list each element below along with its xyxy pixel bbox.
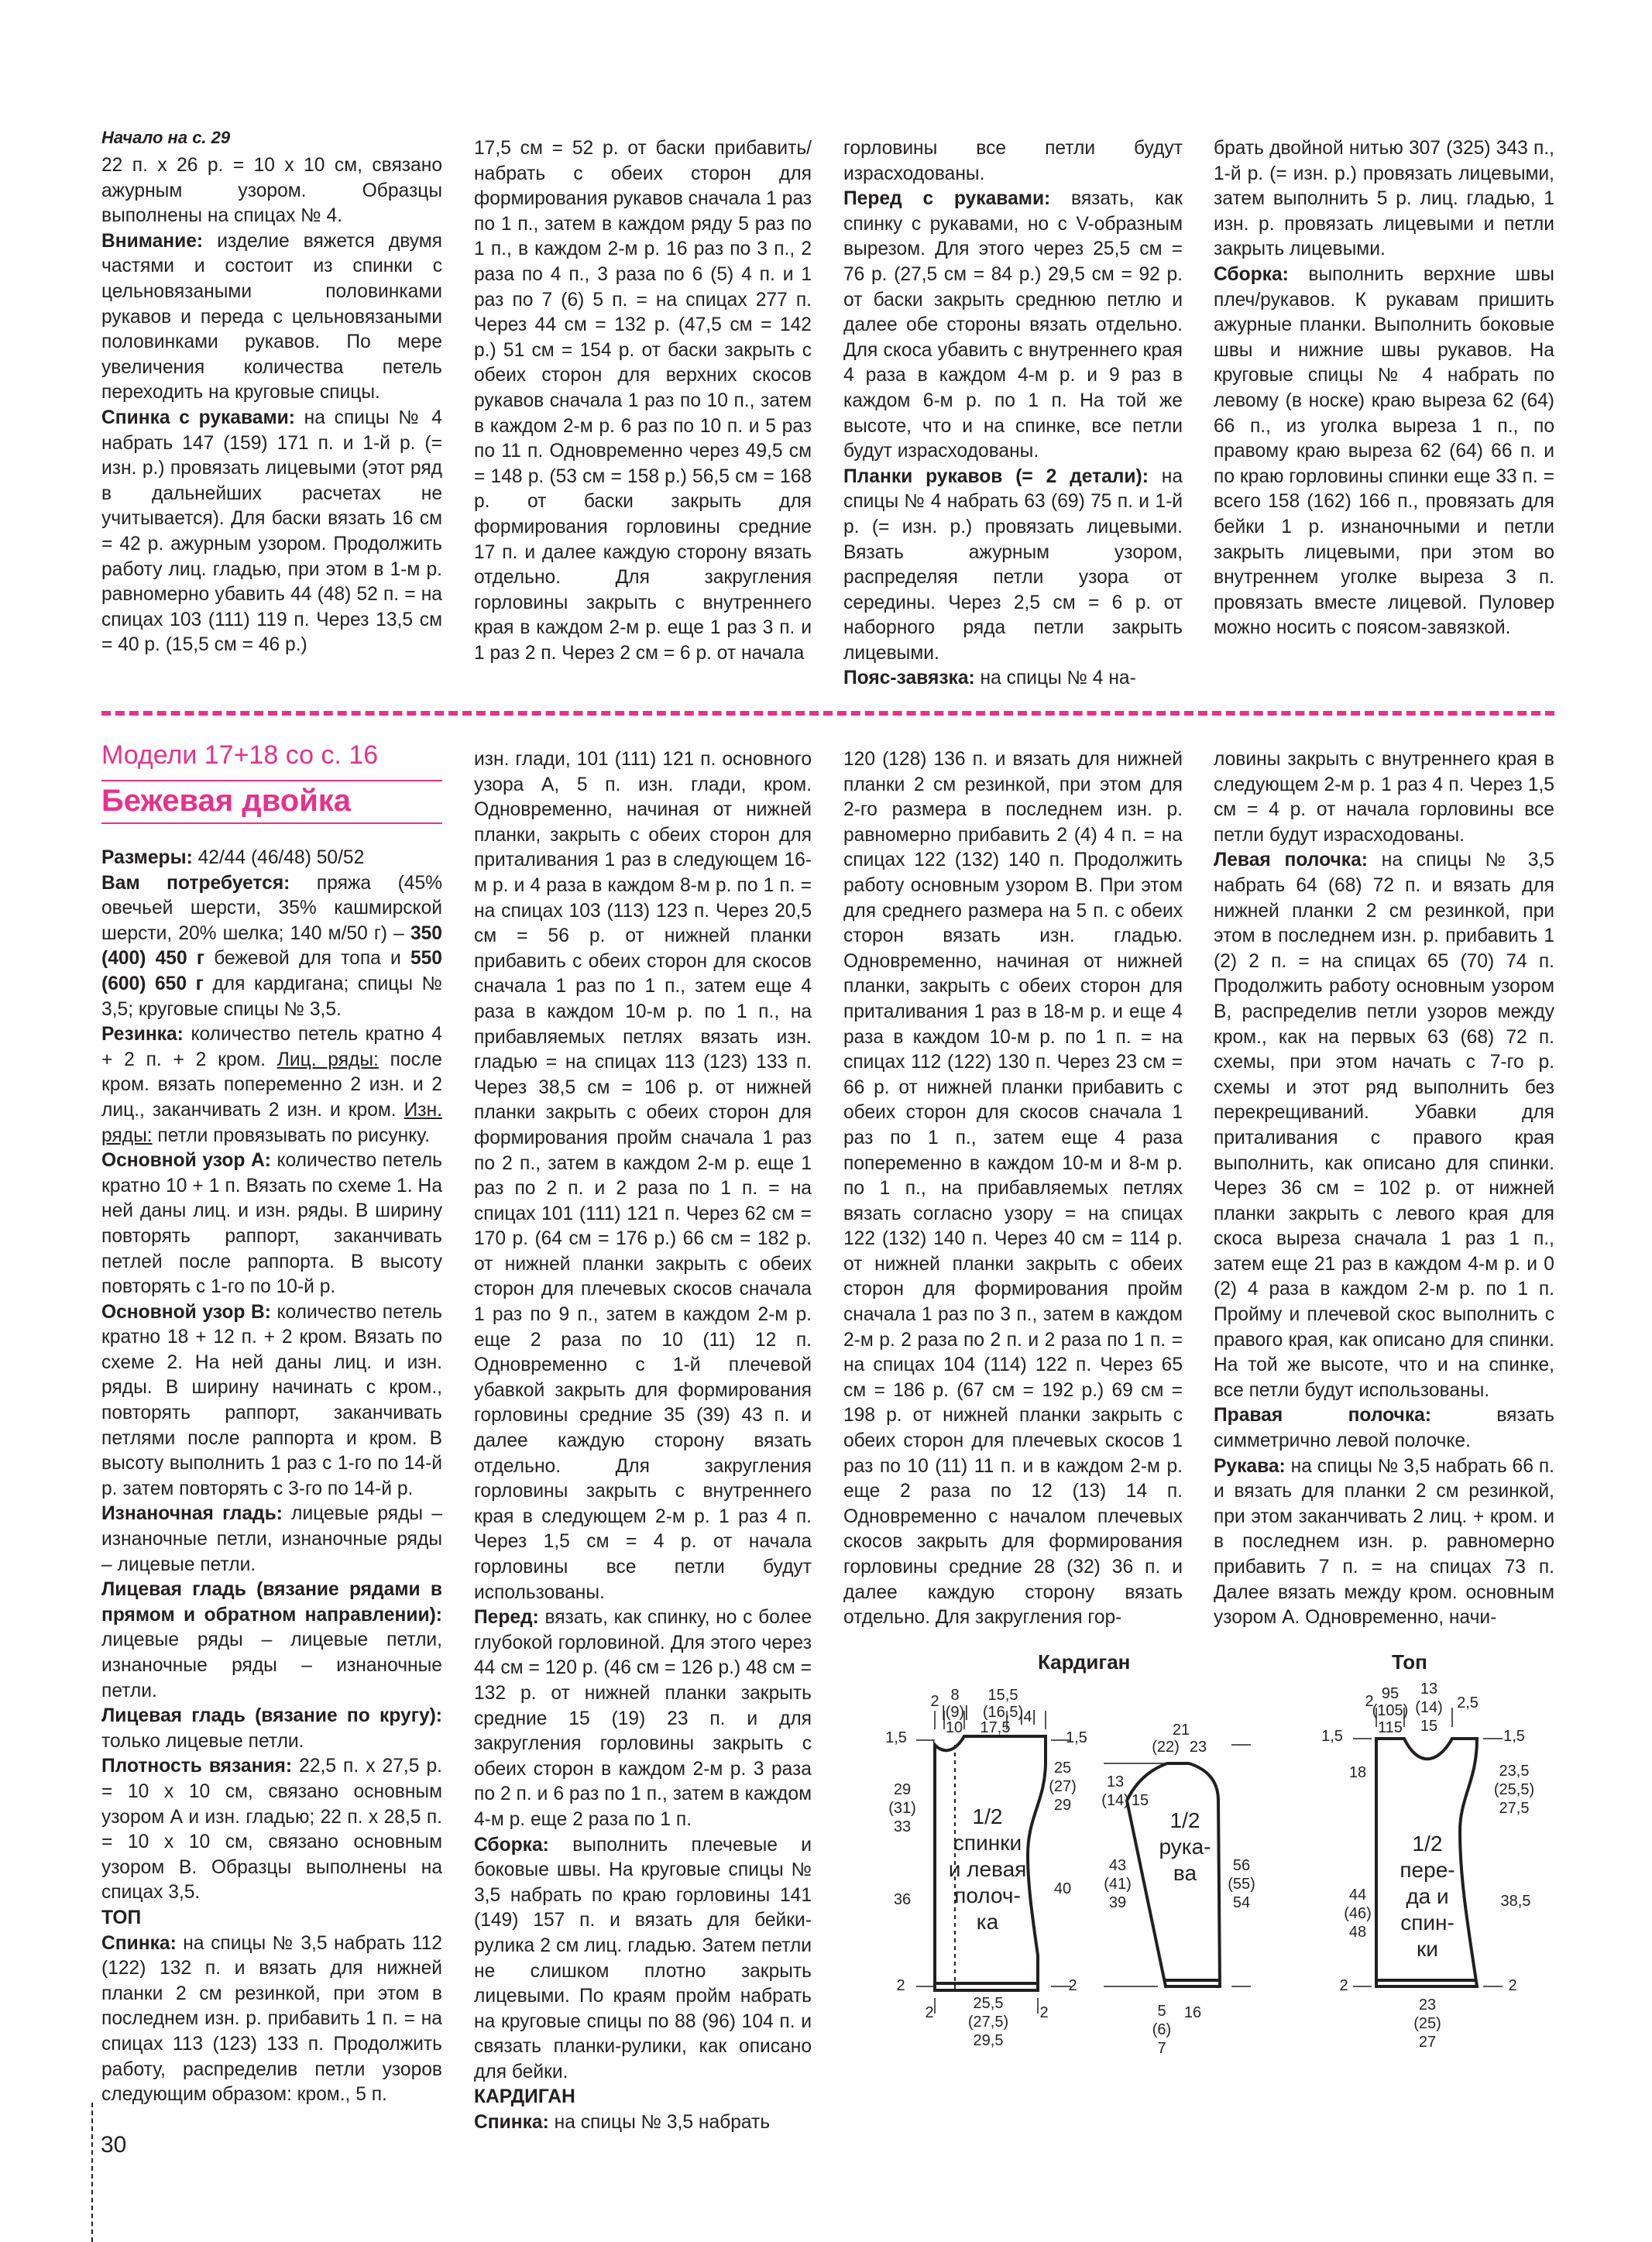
title-rule-bottom (101, 822, 442, 824)
paragraph (843, 465, 1183, 667)
paragraph (474, 1833, 812, 2086)
bold-run: Лицевая гладь (вязание по кругу): (101, 1705, 442, 1727)
bottom-column-4 (1214, 747, 1554, 1631)
svg-text:115: 115 (1378, 1719, 1403, 1736)
svg-text:ки: ки (1417, 1937, 1438, 1961)
bold-run: Спинка: (474, 2112, 549, 2134)
paragraph (101, 1906, 442, 1931)
text-run: изн. глади, 101 (111) 121 п. основного узора А, 5 п. изн. глади, кром. Одновременно, начиная от нижней планки, закрыть с обеих сторон для приталивания 1 раз в следующем 16-м р. и 4 раза в каждом 8-м р. по 1 п. = на спицах 103 (113) 123 п. Через 20,5 см = 56 р. от нижней планки прибавить с обеих сторон для скосов сначала 1 раз по 1 п., затем еще 4 раза в каждом 10-м р. по 1 п., на прибавляемых петлях вязать изн. гладью = на спицах 113 (123) 133 п. Через 38,5 см = 106 р. от нижней планки закрыть с обеих сторон для формирования пройм сначала 1 раз по 2 п., затем в каждом 2-м р. еще 1 раз по 2 п. и 2 раза по 1 п. = на спицах 101 (111) 121 п. Через 62 см = 170 р. (64 см = 176 р.) 66 см = 182 р. от нижней планки закрыть с обеих сторон для плечевых скосов сначала 1 раз по 9 п., затем в каждом 2-м р. еще 2 раза по 10 (11) 12 п. Одновременно с 1-й плечевой убавкой закрыть для формирования горловины средние 35 (39) 43 п. и далее каждую сторону вязать отдельно. Для закругления горловины закрыть с внутреннего края в следующем 2-м р. 1 раз 4 п. Через 1,5 см = 4 р. от начала горловины все петли будут использованы. (474, 749, 812, 1603)
section-divider (101, 711, 1554, 716)
svg-text:25: 25 (1053, 1760, 1072, 1777)
svg-text:(6): (6) (1152, 2021, 1172, 2038)
bold-run: ТОП (101, 1907, 142, 1928)
svg-text:43: 43 (1108, 1857, 1127, 1874)
bold-run: Левая полочка: (1214, 850, 1368, 871)
svg-text:(46): (46) (1344, 1905, 1372, 1922)
svg-text:(41): (41) (1104, 1876, 1132, 1893)
svg-text:15: 15 (1131, 1792, 1149, 1809)
svg-text:2: 2 (1508, 1977, 1517, 1994)
svg-text:15,5: 15,5 (987, 1687, 1018, 1704)
paragraph (474, 2110, 812, 2136)
sleeve-measurements (1101, 1722, 1255, 2057)
text-run: изделие вяжется двумя частями и состоит из спинки с цельновязаными половинками рукавов и переда с цельновязаными половинками рукавов. По мере увеличения количества петель переходить на круговые спицы. (101, 230, 442, 403)
text-run: количество петель кратно 4 + 2 п. + 2 кром. (101, 1024, 442, 1070)
paragraph (843, 187, 1183, 465)
bold-run: Плотность вязания: (101, 1756, 293, 1777)
svg-text:|(9)|: |(9)| (941, 1704, 969, 1721)
paragraph (101, 1300, 442, 1502)
svg-text:2,5: 2,5 (1457, 1694, 1479, 1712)
text-run: на спицы № 3,5 набрать (548, 2112, 771, 2134)
svg-text:|4|: |4| (1019, 1708, 1036, 1725)
top-column-3 (843, 136, 1183, 692)
svg-text:(22): (22) (1152, 1739, 1180, 1756)
svg-text:(27): (27) (1049, 1778, 1077, 1795)
margin-cut-line (91, 2103, 93, 2242)
top-column-4 (1214, 136, 1554, 641)
text-run: вязать, как спинку, но с более глубокой горловиной. Для этого через 44 см = 120 р. (46 см = 126 р.) 48 см = 132 р. от нижней планки закрыть средние 15 (19) 23 п. и для закругления горловины закрыть с обеих сторон в каждом 2-м р. 3 раза по 2 п. и 6 раз по 1 п., затем в каждом 4-м р. еще 2 раза по 1 п. (474, 1607, 812, 1830)
svg-text:и левая: и левая (948, 1857, 1027, 1881)
cardigan-body-label (949, 1804, 1027, 1934)
bottom-column-3 (843, 747, 1183, 1631)
bold-run: Планки рукавов (= 2 детали): (843, 465, 1149, 487)
svg-text:16: 16 (1183, 2004, 1202, 2021)
svg-text:2: 2 (930, 1693, 939, 1710)
bold-run: Рукава: (1214, 1455, 1286, 1477)
text-run: брать двойной нитью 307 (325) 343 п., 1-й р. (= изн. р.) провязать лицевыми, затем выполнить 5 р. лиц. гладью, 1 изн. р. провязать лицевыми и петли закрыть лицевыми. (1214, 138, 1554, 260)
text-run: ловины закрыть с внутреннего края в следующем 2-м р. 1 раз 4 п. Через 1,5 см = 4 р. от начала горловины все петли будут израсходованы. (1214, 749, 1554, 846)
paragraph (1214, 1403, 1554, 1454)
bold-run: Изнаночная гладь: (101, 1503, 283, 1525)
top-diagram-title: Топ (1392, 1650, 1427, 1674)
bold-run: КАРДИГАН (474, 2086, 575, 2108)
text-run: петли провязывать по рисунку. (152, 1124, 430, 1146)
svg-text:рука-: рука- (1159, 1835, 1211, 1859)
paragraph (474, 2085, 812, 2110)
text-run: 42/44 (46/48) 50/52 (192, 847, 365, 868)
svg-text:48: 48 (1348, 1924, 1367, 1941)
title-rule-top (101, 780, 442, 781)
paragraph (101, 153, 442, 229)
bold-run: 350 (400) 450 г (101, 922, 442, 970)
text-run: горловины все петли будут израсходованы. (843, 138, 1183, 184)
svg-text:38,5: 38,5 (1500, 1893, 1531, 1910)
svg-text:25,5: 25,5 (973, 1995, 1004, 2012)
svg-text:95: 95 (1381, 1685, 1400, 1702)
paragraph (1214, 747, 1554, 848)
text-run: на спицы № 4 набрать 63 (69) 75 п. и 1-й р. (= изн. р.) провязать лицевыми. Вязать ажурным узором, распределяя петли узора от середины. Через 2,5 см = 6 р. от наборного ряда петли закрыть лицевыми. (843, 465, 1183, 664)
svg-text:10: 10 (945, 1719, 963, 1736)
svg-text:44: 44 (1348, 1887, 1367, 1904)
text-run: вязать симметрично левой полочке. (1214, 1405, 1554, 1452)
svg-text:(25): (25) (1413, 2015, 1441, 2032)
top-label (1400, 1832, 1455, 1961)
paragraph (474, 1605, 812, 1832)
svg-text:15: 15 (1420, 1718, 1438, 1735)
bold-run: Сборка: (1214, 263, 1289, 285)
svg-text:(16,5): (16,5) (982, 1704, 1024, 1721)
paragraph (101, 1578, 442, 1704)
text-run: пряжа (45% овечьей шерсти, 35% кашмирской шерсти, 20% шелка; 140 м/50 г) – (101, 872, 442, 944)
text-run: на спицы № 4 на- (974, 668, 1136, 689)
svg-text:1/2: 1/2 (1412, 1832, 1443, 1856)
text-run: на спицы № 4 набрать 147 (159) 171 п. и 1-й р. (= изн. р.) провязать лицевыми (этот ряд в дальнейших расчетах не учитывается). Для баски вязать 16 см = 42 р. ажурным узором. Продолжить работу лиц. гладью, при этом в 1-м р. равномерно убавить 44 (48) 52 п. = на спицах 103 (111) 119 п. Через 13,5 см = 40 р. (15,5 см = 46 р.) (101, 407, 442, 656)
paragraph (474, 136, 812, 666)
svg-text:2: 2 (1339, 1977, 1348, 1994)
svg-text:23: 23 (1189, 1739, 1207, 1756)
svg-text:39: 39 (1108, 1894, 1127, 1911)
svg-text:8: 8 (950, 1687, 960, 1704)
svg-text:пере-: пере- (1400, 1858, 1455, 1882)
bold-run: Спинка: (101, 1932, 177, 1954)
svg-text:1,5: 1,5 (1321, 1728, 1343, 1745)
svg-text:ка: ка (976, 1910, 999, 1934)
paragraph (101, 229, 442, 406)
svg-text:36: 36 (893, 1891, 912, 1908)
text-run: 17,5 см = 52 р. от баски прибавить/набрать с обеих сторон для формирования рукавов сначала 1 раз по 1 п., затем в каждом ряду 5 раз по 1 п., в каждом 2-м р. 16 раз по 3 п., 2 раза по 4 п., 3 раза по 6 (5) 4 п. и 1 раз по 7 (6) 5 п. = на спицах 277 п. Через 44 см = 132 р. (47,5 см = 142 р.) 51 см = 154 р. от баски закрыть с обеих сторон для верхних скосов рукавов сначала 1 раз по 10 п., затем в каждом 2-м р. 6 раз по 10 п. и 5 раз по 11 п. Одновременно через 49,5 см = 148 р. (53 см = 158 р.) 56,5 см = 168 р. от баски закрыть для формирования горловины средние 17 п. и далее каждую сторону вязать отдельно. Для закругления горловины закрыть с внутреннего края в каждом 2-м р. еще 1 раз 3 п. и 1 раз 2 п. Через 2 см = 6 р. от начала (474, 138, 812, 664)
text-run: 120 (128) 136 п. и вязать для нижней планки 2 см резинкой, при этом для 2-го размера в последнем изн. р. равномерно прибавить 2 (4) 4 п. = на спицах 122 (132) 140 п. Продолжить работу основным узором В. При этом для среднего размера на 5 п. с обеих сторон вязать изн. гладью. Одновременно, начиная от нижней планки, закрыть с обеих сторон для приталивания 1 раз в 18-м р. и еще 4 раза в каждом 10-м р. по 1 п. = на спицах 112 (122) 130 п. Через 23 см = 66 р. от нижней планки прибавить с обеих сторон для скосов сначала 1 раз по 1 п., затем еще 4 раза попеременно в каждом 10-м и 8-м р. по 1 п., на прибавляемых петлях вязать согласно узору = на спицах 122 (132) 140 п. Через 40 см = 114 р. от нижней планки закрыть с обеих сторон для формирования пройм сначала 1 раз по 3 п., затем в каждом 2-м р. 2 раза по 2 п. и 2 раза по 1 п. = на спицах 104 (114) 122 п. Через 65 см = 186 р. (67 см = 192 р.) 69 см = 198 р. от нижней планки закрыть с обеих сторон для плечевых скосов 1 раз по 10 (11) 11 п. и в каждом 2-м р. еще 2 раза по 12 (13) 14 п. Одновременно с началом плечевых скосов закрыть для формирования горловины средние 28 (32) 36 п. и далее каждую сторону вязать отдельно. Для закругления гор- (843, 749, 1183, 1629)
bold-run: Размеры: (101, 847, 193, 868)
svg-text:7: 7 (1157, 2040, 1166, 2057)
bold-run: Основной узор В: (101, 1301, 271, 1323)
paragraph (843, 747, 1183, 1631)
text-run: бежевой для топа и (204, 948, 410, 970)
paragraph (1214, 848, 1554, 1403)
svg-text:1,5: 1,5 (885, 1729, 907, 1746)
text-run: на спицы № 3,5 набрать 66 п. и вязать для планки 2 см резинкой, при этом заканчивать 2 лиц. + кром. и в последнем изн. р. равномерно прибавить 7 п. = на спицах 73 п. Далее вязать между кром. основным узором А. Одновременно, начи- (1214, 1455, 1554, 1629)
text-run: выполнить плечевые и боковые швы. На круговые спицы № 3,5 набрать по краю горловины 141 (149) 157 п. и вязать для бейки-рулика 2 см лиц. гладью. Затем петли не слишком плотно закрыть лицевыми. По краям пройм набрать на круговые спицы по 88 (96) 104 п. и связать планки-рулики, как описано для бейки. (474, 1834, 812, 2082)
svg-text:1,5: 1,5 (1503, 1728, 1525, 1745)
svg-text:18: 18 (1348, 1764, 1367, 1781)
cardigan-diagram-title: Кардиган (1038, 1650, 1131, 1674)
top-column-2 (474, 136, 812, 666)
bottom-column-2 (474, 747, 812, 2136)
text-run: выполнить верхние швы плеч/рукавов. К рукавам пришить ажурные планки. Выполнить боковые швы и нижние швы рукавов. На круговые спицы № 4 набрать по левому (в носке) краю выреза 62 (64) 66 п., из уголка выреза 1 п., по правому краю выреза 62 (64) 66 п. и по краю горловины спинки еще 33 п. = всего 158 (162) 166 п., провязать для бейки 1 р. изнаночными и петли закрыть лицевыми, при этом во внутреннем уголке выреза 3 п. провязать вместе лицевой. Пуловер можно носить с поясом-завязкой. (1214, 263, 1554, 639)
svg-text:29,5: 29,5 (973, 2032, 1004, 2049)
paragraph (101, 1931, 442, 2108)
bold-run: Перед: (474, 1607, 539, 1629)
paragraph (1214, 263, 1554, 641)
text-run: лицевые ряды – лицевые петли, изнаночные ряды – изнаночные петли. (101, 1629, 442, 1701)
underlined-run: Лиц. ряды: (276, 1049, 379, 1070)
bold-run: Спинка с рукавами: (101, 407, 295, 428)
paragraph (101, 871, 442, 1023)
svg-text:54: 54 (1232, 1894, 1251, 1911)
top-column-1 (101, 153, 442, 658)
bold-run: Правая полочка: (1214, 1405, 1432, 1427)
paragraph (101, 1754, 442, 1906)
text-run: после кром. вязать попеременно 2 изн. и 2 лиц., заканчивать 2 изн. и кром. (101, 1049, 442, 1121)
text-run: на спицы № 3,5 набрать 64 (68) 72 п. и вязать для нижней планки 2 см резинкой, при этом в последнем изн. р. прибавить 1 (2) 2 п. = на спицах 65 (70) 74 п. Продолжить работу основным узором В, распределив петли узоров между кром., как на первых 63 (68) 72 п. схемы, при этом начать с 7-го р. схемы и этот ряд выполнить без перекрещиваний. Убавки для приталивания с правого края выполнить, как описано для спинки. Через 36 см = 102 р. от нижней планки закрыть с левого края для скоса выреза сначала 1 раз 1 п., затем еще 21 раз в каждом 4-м р. и 0 (2) 4 раза в каждом 2-м р. по 1 п. Пройму и плечевой скос выполнить с правого края, как описано для спинки. На той же высоте, что и на спинке, все петли будут использованы. (1214, 850, 1554, 1401)
pattern-diagrams (848, 1646, 1568, 2126)
bottom-column-1 (101, 846, 442, 2108)
svg-text:40: 40 (1053, 1880, 1072, 1897)
paragraph (101, 1148, 442, 1300)
continued-note: Начало на с. 29 (101, 128, 231, 147)
sleeve-label (1159, 1808, 1211, 1885)
bold-run: Пояс-завязка: (843, 668, 975, 689)
svg-text:23,5: 23,5 (1499, 1763, 1530, 1780)
svg-text:2: 2 (1068, 1977, 1077, 1994)
svg-text:13: 13 (1420, 1681, 1438, 1698)
text-run: 22 п. х 26 р. = 10 х 10 см, связано ажурным узором. Образцы выполнены на спицах № 4. (101, 155, 442, 227)
svg-text:1/2: 1/2 (1169, 1808, 1200, 1832)
svg-text:23: 23 (1418, 1997, 1437, 2014)
text-run: для кардигана; спицы № 3,5; круговые спицы № 3,5. (101, 973, 442, 1020)
page-number: 30 (101, 2132, 127, 2158)
svg-text:29: 29 (893, 1781, 912, 1798)
paragraph (843, 666, 1183, 692)
bold-run: Сборка: (474, 1834, 549, 1856)
svg-text:56: 56 (1232, 1857, 1251, 1874)
svg-text:2: 2 (1039, 2004, 1049, 2021)
paragraph (1214, 1454, 1554, 1631)
paragraph (843, 136, 1183, 187)
svg-text:21: 21 (1172, 1722, 1190, 1739)
bold-run: Перед с рукавами: (843, 188, 1051, 210)
svg-text:ва: ва (1173, 1861, 1197, 1885)
text-run: лицевые ряды – изнаночные петли, изнаночные ряды – лицевые петли. (101, 1503, 443, 1575)
bold-run: Основной узор А: (101, 1150, 271, 1172)
svg-text:полоч-: полоч- (954, 1883, 1021, 1907)
svg-text:2: 2 (1365, 1693, 1374, 1710)
text-run: количество петель кратно 10 + 1 п. Вязать по схеме 1. На ней даны лиц. и изн. ряды. В ширину повторять раппорт, заканчивать петлей после раппорта. В высоту повторять с 1-го по 10-й р. (101, 1150, 442, 1298)
text-run: количество петель кратно 18 + 12 п. + 2 кром. Вязать по схеме 2. На ней даны лиц. и изн. ряды. В ширину начинать с кром., повторять раппорт, заканчивать петлями после раппорта и кром. В высоту выполнить 1 раз с 1-го по 14-й р. затем повторять с 3-го по 14-й р. (101, 1301, 442, 1499)
svg-text:(27,5): (27,5) (967, 2014, 1009, 2031)
paragraph (101, 1704, 442, 1754)
svg-text:(105): (105) (1372, 1702, 1409, 1719)
svg-text:(25,5): (25,5) (1493, 1781, 1535, 1798)
bold-run: Лицевая гладь (вязание рядами в прямом и обратном направлении): (101, 1579, 442, 1626)
svg-text:13: 13 (1106, 1773, 1125, 1791)
paragraph (474, 747, 812, 1605)
bold-run: 550 (600) 650 г (101, 948, 442, 994)
svg-text:29: 29 (1053, 1797, 1072, 1814)
svg-text:27,5: 27,5 (1499, 1800, 1530, 1817)
bold-run: Внимание: (101, 230, 204, 252)
svg-text:17,5: 17,5 (980, 1719, 1011, 1736)
section-title: Бежевая двойка (101, 784, 352, 818)
svg-text:27: 27 (1418, 2034, 1437, 2051)
svg-text:2: 2 (925, 2004, 934, 2021)
bold-run: Резинка: (101, 1024, 184, 1045)
svg-text:спинки: спинки (953, 1831, 1022, 1855)
svg-text:да и: да и (1406, 1884, 1449, 1908)
svg-text:1,5: 1,5 (1066, 1729, 1087, 1746)
svg-text:(31): (31) (888, 1800, 916, 1817)
svg-text:(14): (14) (1415, 1699, 1443, 1716)
svg-text:1/2: 1/2 (972, 1804, 1003, 1828)
paragraph (101, 1502, 442, 1578)
paragraph (1214, 136, 1554, 263)
paragraph (101, 846, 442, 871)
svg-text:2: 2 (896, 1977, 905, 1994)
svg-text:спин-: спин- (1400, 1911, 1455, 1935)
paragraph (101, 406, 442, 658)
text-run: 22,5 п. х 27,5 р. = 10 х 10 см, связано основным узором А и изн. гладью; 22 п. х 28,5 п. = 10 х 10 см, связано основным узором В. Образцы выполнены на спицах 3,5. (101, 1756, 442, 1904)
text-run: только лицевые петли. (101, 1730, 304, 1752)
bold-run: Вам потребуется: (101, 872, 290, 894)
svg-text:(14): (14) (1101, 1792, 1129, 1809)
svg-text:33: 33 (893, 1818, 912, 1835)
paragraph (101, 1022, 442, 1148)
text-run: на спицы № 3,5 набрать 112 (122) 132 п. и вязать для нижней планки 2 см резинкой, при этом в последнем изн. р. прибавить 1 п. = на спицах 113 (123) 133 п. Продолжить работу, распределив петли узоров следующим образом: кром., 5 п. (101, 1932, 442, 2106)
svg-text:(55): (55) (1228, 1876, 1255, 1893)
underlined-run: Изн. ряды: (101, 1099, 442, 1146)
section-label: Модели 17+18 со с. 16 (101, 740, 379, 770)
svg-text:5: 5 (1157, 2003, 1166, 2020)
text-run: вязать, как спинку с рукавами, но с V-образным вырезом. Для этого через 25,5 см = 76 р. (27,5 см = 84 р.) 29,5 см = 92 р. от баски закрыть среднюю петлю и далее обе стороны вязать отдельно. Для скоса убавить с внутреннего края 4 раза в каждом 4-м р. и 9 раз в каждом 6-м р. по 1 п. На той же высоте, что и на спинке, все петли будут израсходованы. (843, 188, 1183, 462)
